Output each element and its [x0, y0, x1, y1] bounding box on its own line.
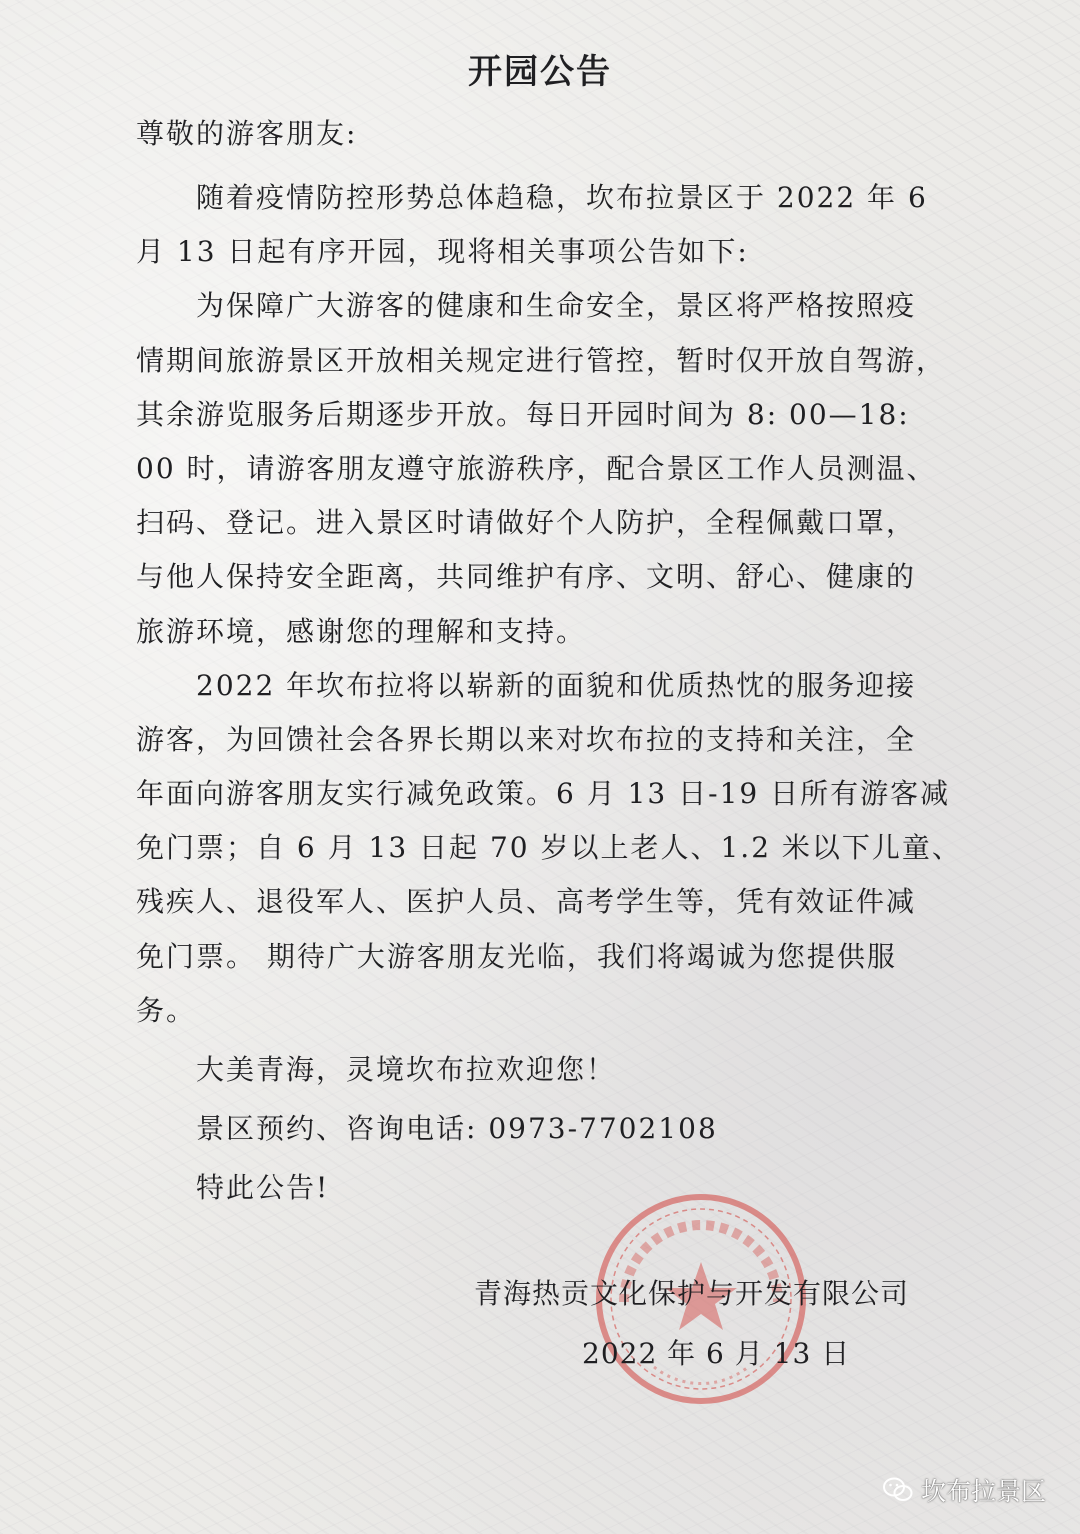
body-line: 残疾人、退役军人、医护人员、高考学生等，凭有效证件减 — [136, 885, 917, 919]
body-line: 务。 — [136, 993, 197, 1027]
notice-title: 开园公告 — [468, 52, 612, 92]
body-line: 旅游环境，感谢您的理解和支持。 — [136, 614, 587, 648]
body-line: 其余游览服务后期逐步开放。每日开园时间为 8: 00—18: — [136, 397, 910, 431]
body-line: 随着疫情防控形势总体趋稳，坎布拉景区于 2022 年 6 — [196, 181, 928, 214]
contact-phone-line: 景区预约、咨询电话: 0973-7702108 — [196, 1112, 718, 1145]
wechat-icon — [883, 1477, 913, 1503]
body-line: 与他人保持安全距离，共同维护有序、文明、舒心、健康的 — [136, 560, 917, 594]
body-line: 2022 年坎布拉将以崭新的面貌和优质热忱的服务迎接 — [196, 668, 917, 702]
closing-remark: 特此公告! — [196, 1171, 330, 1204]
body-line: 00 时，请游客朋友遵守旅游秩序，配合景区工作人员测温、 — [136, 451, 937, 485]
welcome-line: 大美青海，灵境坎布拉欢迎您！ — [196, 1053, 617, 1086]
body-line: 情期间旅游景区开放相关规定进行管控，暂时仅开放自驾游， — [136, 343, 947, 377]
body-line: 游客，为回馈社会各界长期以来对坎布拉的支持和关注，全 — [136, 722, 917, 756]
issue-date: 2022 年 6 月 13 日 — [582, 1337, 851, 1370]
body-line: 免门票；自 6 月 13 日起 70 岁以上老人、1.2 米以下儿童、 — [136, 831, 962, 865]
body-line: 月 13 日起有序开园，现将相关事项公告如下: — [136, 235, 749, 269]
watermark-text: 坎布拉景区 — [920, 1477, 1046, 1506]
notice-body — [136, 178, 962, 1045]
body-line: 年面向游客朋友实行减免政策。6 月 13 日-19 日所有游客减 — [136, 777, 951, 811]
body-line: 为保障广大游客的健康和生命安全，景区将严格按照疫 — [196, 289, 917, 323]
company-signature: 青海热贡文化保护与开发有限公司 — [474, 1277, 910, 1310]
salutation: 尊敬的游客朋友: — [136, 117, 358, 150]
body-line: 扫码、登记。进入景区时请做好个人防护，全程佩戴口罩， — [136, 506, 917, 540]
body-line: 免门票。 期待广大游客朋友光临，我们将竭诚为您提供服 — [136, 939, 897, 973]
account-watermark — [883, 1472, 1046, 1508]
closing-section — [196, 1050, 718, 1227]
